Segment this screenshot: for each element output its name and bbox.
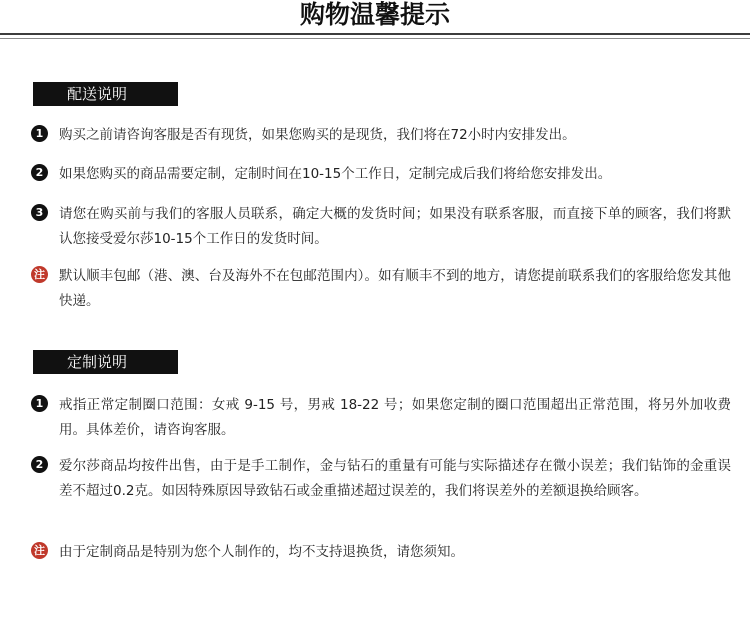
page-title: 购物温馨提示 — [299, 0, 450, 29]
delivery-item-text: 请您在购买前与我们的客服人员联系，确定大概的发货时间；如果没有联系客服，而直接下单的顾客，我们将默认您接受爱尔莎10-15个工作日的发货时间。 — [59, 206, 731, 247]
number-1-icon: 1 — [31, 125, 48, 142]
delivery-item-text: 购买之前请咨询客服是否有现货，如果您购买的是现货，我们将在72小时内安排发出。 — [59, 127, 576, 143]
custom-note — [31, 540, 731, 565]
number-2-icon: 2 — [31, 164, 48, 181]
custom-item-text: 戒指正常定制圈口范围：女戒 9-15 号，男戒 18-22 号；如果您定制的圈口范围超出正常范围，将另外加收费用。具体差价，请咨询客服。 — [59, 397, 731, 438]
delivery-item-text: 如果您购买的商品需要定制，定制时间在10-15个工作日，定制完成后我们将给您安排发出。 — [59, 166, 612, 182]
custom-item-1 — [31, 393, 731, 443]
number-1-icon: 1 — [31, 395, 48, 412]
custom-item-text: 爱尔莎商品均按件出售，由于是手工制作，金与钻石的重量有可能与实际描述存在微小误差；我们钻饰的金重误差不超过0.2克。如因特殊原因导致钻石或金重描述超过误差的，我们将误差外的差额退换给顾客。 — [59, 458, 731, 499]
custom-note-text: 由于定制商品是特别为您个人制作的，均不支持退换货，请您须知。 — [59, 544, 464, 560]
delivery-item-1 — [31, 123, 731, 148]
delivery-note — [31, 264, 731, 314]
custom-section-header: 定制说明 — [33, 350, 178, 374]
delivery-item-3 — [31, 202, 731, 252]
custom-item-2 — [31, 454, 731, 504]
note-icon: 注 — [31, 542, 48, 559]
delivery-note-text: 默认顺丰包邮（港、澳、台及海外不在包邮范围内）。如有顺丰不到的地方，请您提前联系我们的客服给您发其他快递。 — [59, 268, 731, 309]
delivery-section-header: 配送说明 — [33, 82, 178, 106]
title-divider — [0, 33, 750, 35]
number-3-icon: 3 — [31, 204, 48, 221]
number-2-icon: 2 — [31, 456, 48, 473]
delivery-item-2 — [31, 162, 731, 187]
title-divider-thin — [0, 38, 750, 39]
note-icon: 注 — [31, 266, 48, 283]
